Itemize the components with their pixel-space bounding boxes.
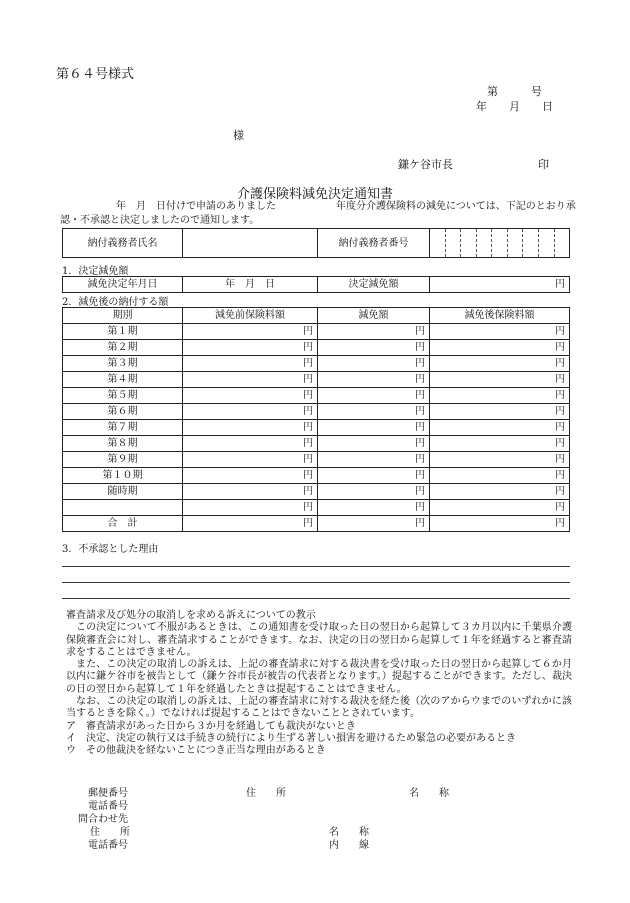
amount-before[interactable]: 円 — [183, 388, 318, 404]
table-row — [63, 324, 570, 340]
amount-reduction[interactable]: 円 — [318, 340, 430, 356]
payer-number-digit[interactable] — [508, 229, 524, 257]
amount-reduction[interactable]: 円 — [318, 324, 430, 340]
period-label: 第６期 — [63, 404, 183, 420]
period-label: 随時期 — [63, 484, 183, 500]
amount-before[interactable]: 円 — [183, 340, 318, 356]
seal-mark: 印 — [538, 158, 549, 171]
payer-name-label: 納付義務者氏名 — [63, 229, 183, 258]
decision-date-value[interactable]: 年 月 日 — [183, 277, 318, 293]
col-after: 減免後保険料額 — [430, 308, 570, 324]
amount-after[interactable]: 円 — [430, 436, 570, 452]
addressee-suffix: 様 — [233, 129, 244, 142]
table-row — [63, 484, 570, 500]
intro-line1-b: 年度分介護保険料の減免については、下記のとおり承 — [336, 201, 576, 212]
reason-line-3[interactable] — [62, 598, 570, 599]
amount-after[interactable]: 円 — [430, 420, 570, 436]
payer-number-digit-boxes — [430, 229, 569, 257]
notice-paragraph-2: また、この決定の取消しの訴えは、上記の審査請求に対する裁決書を受け取った日の翌日から起算して６か月以内に鎌ケ谷市を被告として（鎌ケ谷市長が被告の代表者となります。）提起することができます。ただし、裁決の日の翌日から起算して１年を経過したときは提起することはできません。 — [66, 659, 572, 695]
decision-amount-value[interactable]: 円 — [430, 277, 570, 293]
amount-reduction[interactable]: 円 — [318, 404, 430, 420]
inquiry-phone-label: 電話番号 — [88, 840, 128, 851]
appeal-notice — [66, 610, 572, 758]
amount-reduction[interactable]: 円 — [318, 484, 430, 500]
amount-before[interactable]: 円 — [183, 436, 318, 452]
table-row — [63, 500, 570, 516]
period-label: 第３期 — [63, 356, 183, 372]
amount-reduction[interactable]: 円 — [318, 356, 430, 372]
table-row — [63, 356, 570, 372]
inquiry-address-label: 住 所 — [90, 827, 130, 838]
period-label: 第５期 — [63, 388, 183, 404]
contact-name-label: 名 称 — [409, 788, 449, 799]
table-row — [63, 468, 570, 484]
payer-number-digit[interactable] — [430, 229, 446, 257]
intro-line1-a: 年 月 日付けで申請のありました — [116, 201, 276, 212]
period-label: 第２期 — [63, 340, 183, 356]
amount-reduction[interactable]: 円 — [318, 500, 430, 516]
contact-phone-label: 電話番号 — [88, 801, 128, 812]
period-label: 第８期 — [63, 436, 183, 452]
period-label: 第４期 — [63, 372, 183, 388]
amount-before[interactable]: 円 — [183, 356, 318, 372]
col-period: 期別 — [63, 308, 183, 324]
table-row — [63, 436, 570, 452]
inquiry-extension-label: 内 線 — [329, 840, 369, 851]
notice-heading: 審査請求及び処分の取消しを求める訴えについての教示 — [66, 610, 316, 621]
amount-after[interactable]: 円 — [430, 356, 570, 372]
amount-before[interactable]: 円 — [183, 404, 318, 420]
period-label: 第９期 — [63, 452, 183, 468]
table-row — [63, 452, 570, 468]
payer-number-digit[interactable] — [523, 229, 539, 257]
contact-address-label: 住 所 — [246, 788, 286, 799]
amount-reduction[interactable]: 円 — [318, 372, 430, 388]
intro-text — [60, 200, 580, 228]
payer-number-digit[interactable] — [446, 229, 462, 257]
issue-date: 年 月 日 — [476, 100, 553, 113]
period-label: 第１０期 — [63, 468, 183, 484]
period-label: 合 計 — [63, 516, 183, 532]
amount-after[interactable]: 円 — [430, 404, 570, 420]
payer-number-field[interactable] — [430, 229, 570, 258]
section1-heading: 1．決定減免額 — [62, 266, 129, 277]
table-row — [63, 388, 570, 404]
amount-before[interactable]: 円 — [183, 500, 318, 516]
inquiry-label: 問合わせ先 — [78, 814, 128, 825]
notice-item-a: ア 審査請求があった日から３か月を経過しても裁決がないとき — [66, 720, 356, 732]
table-row — [63, 340, 570, 356]
payer-number-digit[interactable] — [492, 229, 508, 257]
inquiry-name-label: 名 称 — [329, 827, 369, 838]
decision-date-label: 減免決定年月日 — [63, 277, 183, 293]
payer-name-field[interactable] — [183, 229, 318, 258]
amount-after[interactable]: 円 — [430, 452, 570, 468]
period-label — [63, 500, 183, 516]
amount-before[interactable]: 円 — [183, 484, 318, 500]
amount-reduction[interactable]: 円 — [318, 452, 430, 468]
amount-after[interactable]: 円 — [430, 516, 570, 532]
table-row — [63, 420, 570, 436]
amount-after[interactable]: 円 — [430, 484, 570, 500]
payment-table — [62, 307, 570, 532]
section3-heading: 3．不承認とした理由 — [62, 544, 159, 555]
reason-line-1[interactable] — [62, 566, 570, 567]
table-row — [63, 372, 570, 388]
form-number: 第６４号様式 — [56, 67, 135, 82]
payer-table — [62, 228, 570, 258]
amount-after[interactable]: 円 — [430, 324, 570, 340]
amount-before[interactable]: 円 — [183, 372, 318, 388]
notice-item-u: ウ その他裁決を経ないことにつき正当な理由があるとき — [66, 745, 326, 757]
section2-heading: 2．減免後の納付する額 — [62, 297, 169, 308]
notice-item-i: イ 決定、決定の執行又は手続きの続行により生ずる著しい損害を避けるため緊急の必要があるとき — [66, 732, 516, 744]
issuer-name: 鎌ケ谷市長 — [398, 158, 453, 171]
amount-reduction[interactable]: 円 — [318, 468, 430, 484]
amount-reduction[interactable]: 円 — [318, 436, 430, 452]
notice-paragraph-3: なお、この決定の取消しの訴えは、上記の審査請求に対する裁決を経た後（次のアからウまでのいずれかに該当するときを除く。）でなければ提起することはできないこととされています。 — [66, 696, 572, 720]
reason-line-2[interactable] — [62, 582, 570, 583]
notice-paragraph-1: この決定について不服があるときは、この通知書を受け取った日の翌日から起算して３カ月以内に千葉県介護保険審査会に対し、審査請求することができます。なお、決定の日の翌日から起算して１年を経過すると審査請求をすることはできません。 — [66, 622, 572, 658]
amount-reduction[interactable]: 円 — [318, 388, 430, 404]
amount-reduction[interactable]: 円 — [318, 516, 430, 532]
col-before: 減免前保険料額 — [183, 308, 318, 324]
payer-number-digit[interactable] — [539, 229, 555, 257]
amount-after[interactable]: 円 — [430, 372, 570, 388]
amount-after[interactable]: 円 — [430, 500, 570, 516]
payer-number-digit[interactable] — [461, 229, 477, 257]
intro-line2: 認・不承認と決定しましたので通知します。 — [60, 215, 260, 226]
period-label: 第７期 — [63, 420, 183, 436]
amount-before[interactable]: 円 — [183, 468, 318, 484]
amount-before[interactable]: 円 — [183, 452, 318, 468]
amount-before[interactable]: 円 — [183, 324, 318, 340]
col-reduction: 減免額 — [318, 308, 430, 324]
table-row — [63, 404, 570, 420]
amount-after[interactable]: 円 — [430, 388, 570, 404]
payer-number-digit[interactable] — [477, 229, 493, 257]
payer-number-digit[interactable] — [555, 229, 570, 257]
period-label: 第１期 — [63, 324, 183, 340]
decision-amount-label: 決定減免額 — [318, 277, 430, 293]
document-title: 介護保険料減免決定通知書 — [236, 187, 393, 202]
decision-table — [62, 276, 570, 293]
document-number: 第 号 — [487, 85, 542, 98]
amount-after[interactable]: 円 — [430, 340, 570, 356]
payer-number-label: 納付義務者番号 — [318, 229, 430, 258]
amount-before[interactable]: 円 — [183, 516, 318, 532]
table-row — [63, 516, 570, 532]
contact-postal-label: 郵便番号 — [88, 788, 128, 799]
amount-before[interactable]: 円 — [183, 420, 318, 436]
amount-after[interactable]: 円 — [430, 468, 570, 484]
amount-reduction[interactable]: 円 — [318, 420, 430, 436]
